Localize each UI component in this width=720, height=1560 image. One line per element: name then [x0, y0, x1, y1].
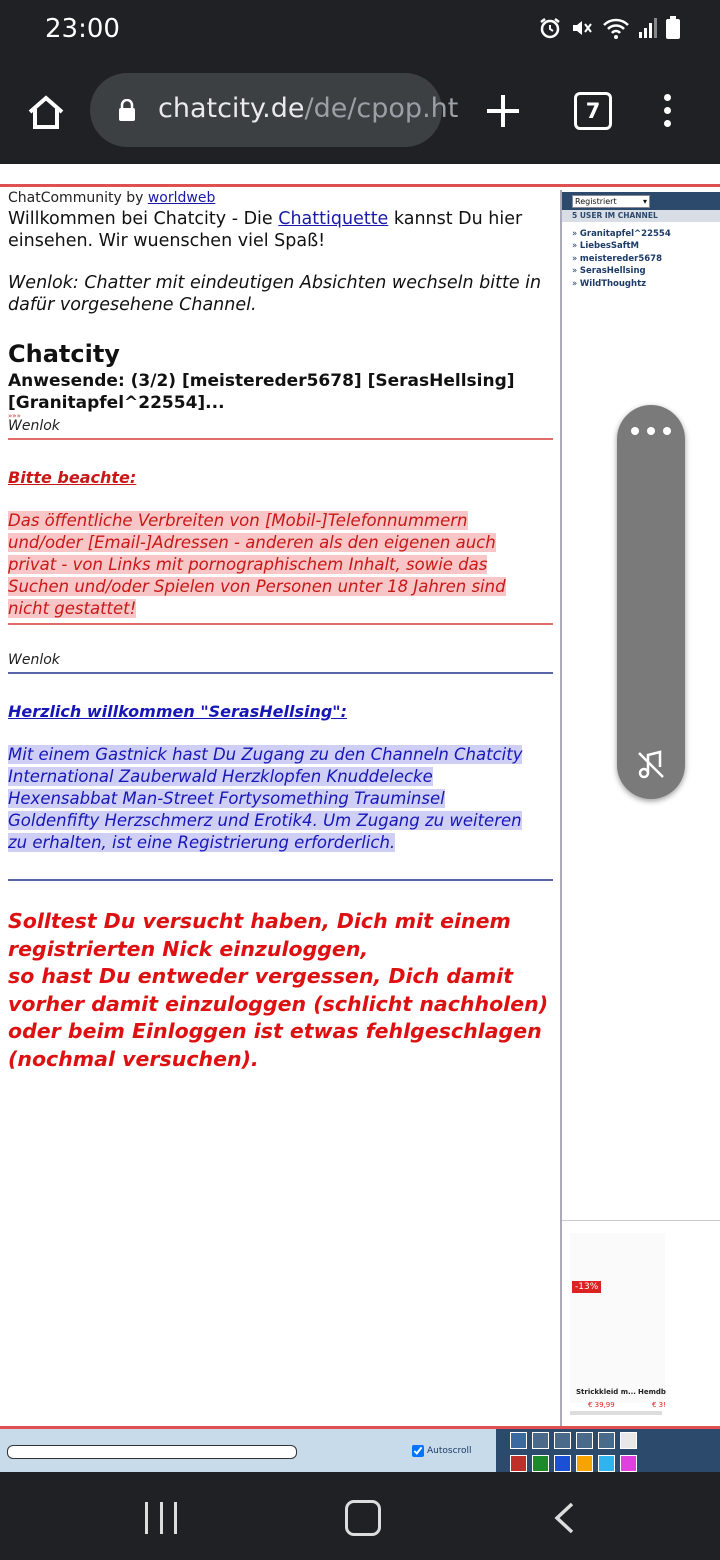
color-swatches: [510, 1455, 637, 1472]
color-swatch-magenta[interactable]: [620, 1455, 637, 1472]
mute-icon: [570, 16, 594, 44]
url-path: /de/cpop.ht: [304, 93, 459, 124]
recent-apps-button[interactable]: [145, 1502, 177, 1534]
message-divider: [8, 672, 553, 674]
back-button[interactable]: [552, 1502, 576, 1534]
speaker-icon[interactable]: [598, 1432, 615, 1449]
login-hint-line: oder beim Einloggen ist etwas fehlgeschlagen (nochmal versuchen).: [8, 1019, 542, 1071]
signal-icon: [638, 16, 658, 44]
home-button[interactable]: [24, 90, 68, 134]
help-icon[interactable]: [510, 1432, 527, 1449]
login-hint-line: Solltest Du versucht haben, Dich mit einem registrierten Nick einzuloggen,: [8, 909, 511, 961]
community-line: [8, 190, 215, 206]
user-count: 5 USER IM CHANNEL: [562, 210, 720, 222]
address-bar[interactable]: [90, 73, 459, 147]
lock-icon: [118, 99, 136, 121]
web-page: [0, 164, 720, 1429]
autoscroll-checkbox[interactable]: [412, 1445, 424, 1457]
battery-icon: [666, 16, 680, 44]
floating-overlay-panel[interactable]: [617, 405, 685, 799]
guest-access-content: Mit einem Gastnick hast Du Zugang zu den Channeln Chatcity International Zauberwald Herzklopfen Knuddelecke Hexensabbat Man-Street Fortysomething Trauminsel Goldenfifty Herzschmerz und Erotik4. Um Zugang zu weiteren zu erhalten, ist eine Registrierung erforderlich.: [8, 745, 523, 852]
message-divider: [8, 623, 553, 625]
present-users: Anwesende: (3/2) [meistereder5678] [SerasHellsing] [Granitapfel^22554]...: [8, 371, 515, 413]
welcome-text: [8, 208, 553, 252]
plus-icon: [483, 91, 523, 131]
sidebar-header: [562, 192, 720, 222]
ad-product-name: Strickkleid m...: [576, 1388, 636, 1396]
status-bar: [0, 0, 720, 60]
tool-buttons: [510, 1432, 637, 1449]
music-off-icon[interactable]: [635, 749, 667, 781]
ad-scrollbar[interactable]: [570, 1411, 662, 1415]
chat-area[interactable]: [0, 190, 560, 1429]
community-prefix: ChatCommunity by: [8, 190, 148, 206]
overflow-menu-button[interactable]: [660, 94, 674, 134]
channel-topic: Wenlok: Chatter mit eindeutigen Absichten wechseln bitte in dafür vorgesehene Channel.: [8, 273, 542, 315]
message-sender[interactable]: Wenlok: [8, 652, 60, 668]
welcome-before: Willkommen bei Chatcity - Die: [8, 209, 279, 229]
discount-badge: -13%: [572, 1281, 601, 1293]
message-divider: [8, 438, 553, 440]
chattiquette-link[interactable]: Chattiquette: [278, 209, 389, 229]
top-divider: [0, 184, 720, 187]
home-icon: [24, 90, 68, 134]
ad-product-price: € 3!: [652, 1401, 666, 1409]
ad-product-price: € 39,99: [588, 1401, 615, 1409]
user-filter-select[interactable]: Registriert ▾: [572, 195, 650, 208]
user-list-item[interactable]: » Granitapfel^22554: [572, 228, 671, 240]
ad-banner[interactable]: [562, 1220, 720, 1430]
chat-input-bar: [0, 1426, 720, 1475]
nav-home-button[interactable]: [345, 1500, 381, 1536]
ad-product-image: [570, 1233, 665, 1403]
autoscroll-label: Autoscroll: [427, 1446, 472, 1456]
color-swatch-red[interactable]: [510, 1455, 527, 1472]
color-swatch-orange[interactable]: [576, 1455, 593, 1472]
message-divider: [8, 879, 553, 881]
user-list-item[interactable]: » WildThoughtz: [572, 278, 671, 290]
channel-title: Chatcity: [8, 340, 120, 368]
user-list-item[interactable]: » SerasHellsing: [572, 265, 671, 277]
lightning-icon[interactable]: [532, 1432, 549, 1449]
message-marker: »»»: [8, 412, 21, 420]
message-sender[interactable]: Wenlok: [8, 418, 60, 434]
smiley-icon[interactable]: [554, 1432, 571, 1449]
message-input[interactable]: [7, 1445, 297, 1459]
url-text[interactable]: [158, 93, 458, 124]
alarm-icon: [538, 16, 562, 44]
notice-heading: Bitte beachte:: [8, 468, 137, 487]
user-list-item[interactable]: » meistereder5678: [572, 253, 671, 265]
new-tab-button[interactable]: [483, 91, 523, 131]
status-time: 23:00: [45, 14, 120, 44]
worldweb-link[interactable]: worldweb: [147, 190, 216, 206]
system-nav-bar: [0, 1472, 720, 1560]
color-swatch-green[interactable]: [532, 1455, 549, 1472]
autoscroll-toggle[interactable]: [412, 1445, 472, 1457]
wifi-icon: [602, 16, 630, 44]
status-icons: [538, 16, 680, 44]
user-list-item[interactable]: » LiebesSaftM: [572, 240, 671, 252]
login-hint-line: so hast Du entweder vergessen, Dich damit vorher damit einzuloggen (schlicht nachholen): [8, 964, 549, 1016]
more-options-icon[interactable]: [631, 427, 671, 437]
url-domain: chatcity.de: [158, 93, 305, 124]
tool-panel: [496, 1429, 720, 1475]
welcome-heading: Herzlich willkommen "SerasHellsing":: [8, 702, 348, 721]
ad-product-name: Hemdb: [638, 1388, 666, 1396]
notice-text-content: Das öffentliche Verbreiten von [Mobil-]Telefonnummern und/oder [Email-]Adressen - anderen als den eigenen auch privat - von Links mit pornographischem Inhalt, sowie das Suchen und/oder Spielen von Personen unter 18 Jahren sind nicht gestattet!: [8, 511, 506, 618]
browser-toolbar: [0, 60, 720, 164]
user-sidebar: [560, 190, 720, 1429]
sound-icon[interactable]: [576, 1432, 593, 1449]
login-hint: [8, 908, 553, 1073]
user-list: [572, 228, 671, 290]
note-icon[interactable]: [620, 1432, 637, 1449]
notice-text: [8, 510, 538, 620]
guest-access-text: [8, 744, 538, 854]
color-swatch-cyan[interactable]: [598, 1455, 615, 1472]
color-swatch-blue[interactable]: [554, 1455, 571, 1472]
tab-switcher-button[interactable]: 7: [574, 92, 612, 130]
welcome-after: kannst Du hier einsehen. Wir wuenschen viel Spaß!: [8, 209, 523, 251]
